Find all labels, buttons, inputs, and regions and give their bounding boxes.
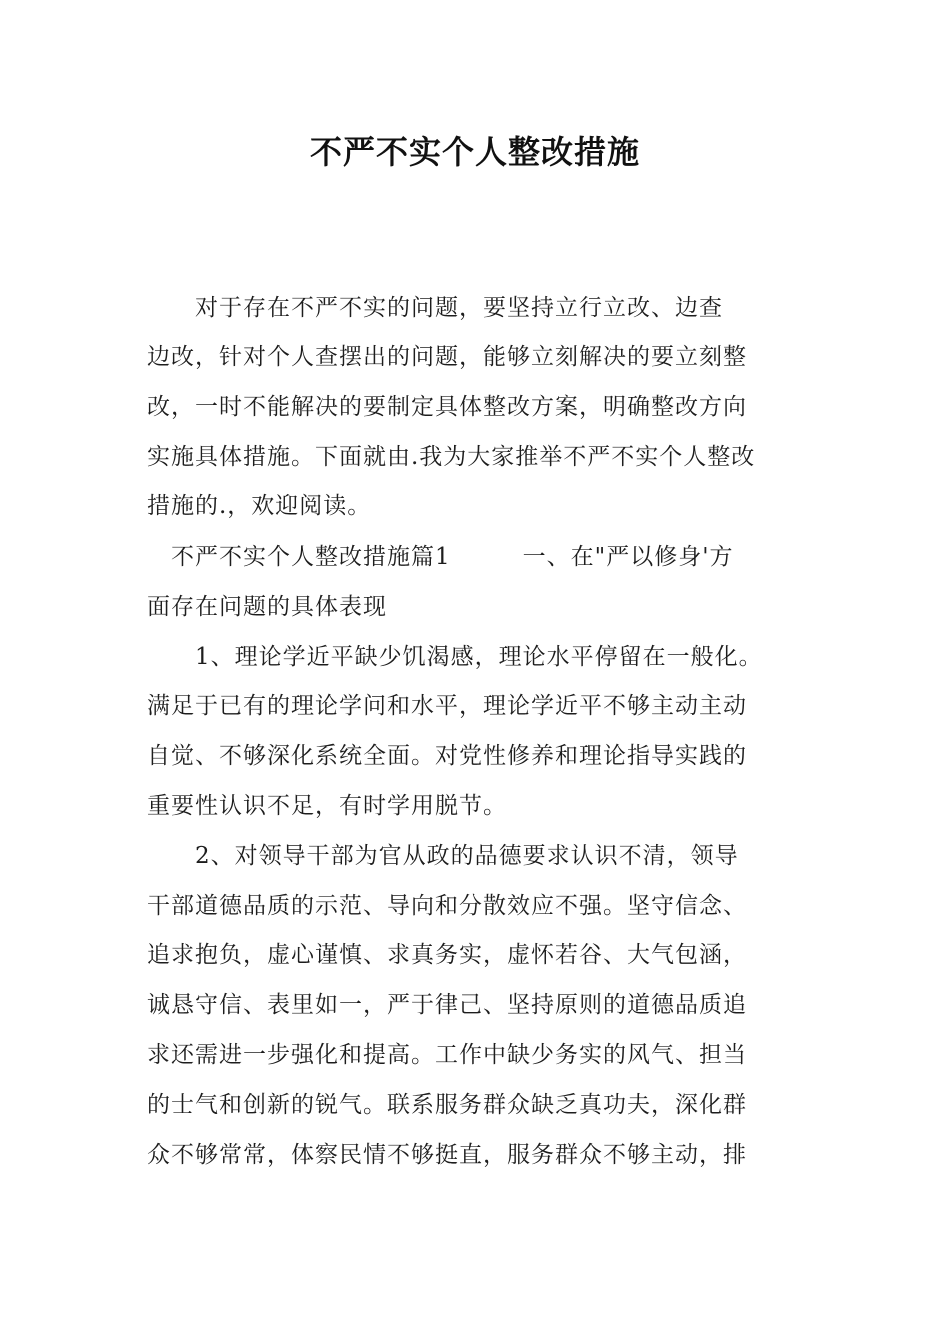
- paragraph-line: 的士气和创新的锐气。联系服务群众缺乏真功夫，深化群: [147, 1092, 747, 1118]
- section-heading-line: 面存在问题的具体表现: [147, 594, 387, 620]
- paragraph-line: 自觉、不够深化系统全面。对党性修养和理论指导实践的: [147, 743, 747, 769]
- paragraph-line: 边改，针对个人查摆出的问题，能够立刻解决的要立刻整: [147, 344, 747, 370]
- paragraph-line: 干部道德品质的示范、导向和分散效应不强。坚守信念、: [147, 893, 747, 919]
- document-title: 不严不实个人整改措施: [309, 133, 640, 171]
- paragraph-line: 诚恳守信、表里如一，严于律己、坚持原则的道德品质追: [147, 992, 747, 1018]
- paragraph-line: 措施的.，欢迎阅读。: [147, 493, 372, 519]
- paragraph-line: 1、理论学近平缺少饥渴感，理论水平停留在一般化。: [147, 644, 763, 670]
- section-heading-line: 不严不实个人整改措施篇1 一、在"严以修身'方: [147, 544, 734, 570]
- paragraph-line: 实施具体措施。下面就由.我为大家推举不严不实个人整改: [147, 444, 756, 470]
- paragraph-line: 求还需进一步强化和提高。工作中缺少务实的风气、担当: [147, 1042, 747, 1068]
- paragraph-line: 追求抱负，虚心谨慎、求真务实，虚怀若谷、大气包涵，: [147, 942, 747, 968]
- paragraph-line: 重要性认识不足，有时学用脱节。: [147, 793, 507, 819]
- paragraph-line: 众不够常常，体察民情不够挺直，服务群众不够主动，排: [147, 1142, 747, 1168]
- paragraph-line: 2、对领导干部为官从政的品德要求认识不清，领导: [147, 843, 739, 869]
- paragraph-line: 满足于已有的理论学问和水平，理论学近平不够主动主动: [147, 693, 747, 719]
- paragraph-line: 对于存在不严不实的问题，要坚持立行立改、边查: [147, 295, 723, 321]
- paragraph-line: 改，一时不能解决的要制定具体整改方案，明确整改方向: [147, 394, 747, 420]
